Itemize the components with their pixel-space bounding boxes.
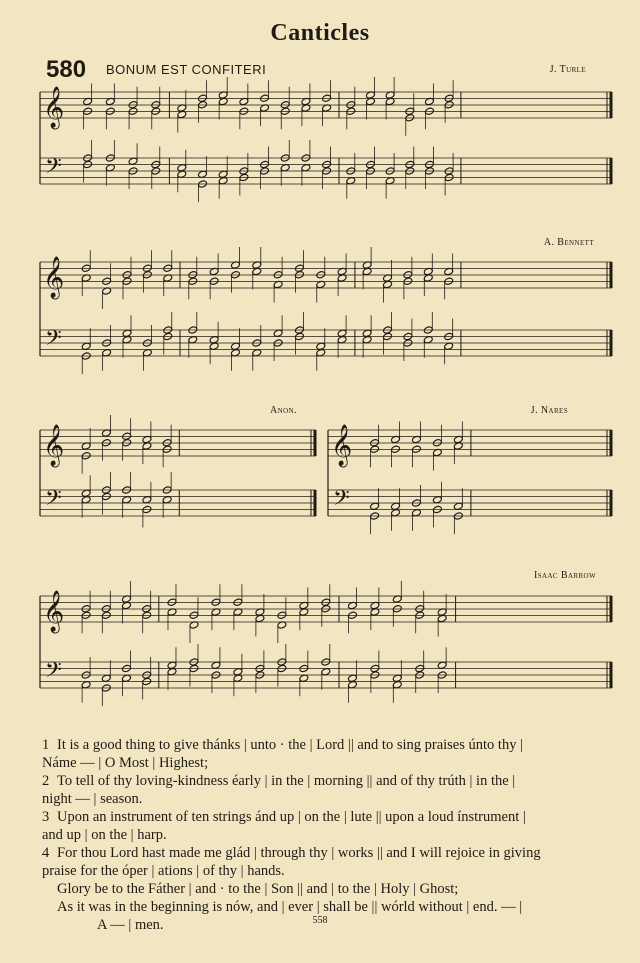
verse-3: [42, 808, 622, 826]
verse-1: [42, 736, 622, 754]
verse-line: It is a good thing to give thánks | unto · the | Lord || and to sing praises únto thy |: [57, 737, 523, 753]
verse-line: To tell of thy loving-kindness éarly | in the | morning || and of thy trúth | in the |: [57, 773, 516, 789]
verse-number: 1: [42, 737, 50, 753]
verse-line: and up | on the | harp.: [42, 827, 167, 843]
composer-credit-bennett: A. Bennett: [543, 237, 594, 248]
verse-4: [42, 844, 622, 862]
page-title: Canticles: [270, 20, 370, 46]
bass-clef-icon: 𝄢: [45, 326, 62, 356]
bass-clef-icon: 𝄢: [333, 486, 350, 516]
treble-clef-icon: 𝄞: [43, 425, 65, 466]
page-number: 558: [312, 915, 328, 926]
verse-number: 4: [42, 845, 50, 861]
bass-clef-icon: 𝄢: [45, 154, 62, 184]
hymn-number: 580: [46, 56, 87, 83]
verse-number: 3: [42, 809, 50, 825]
doxology-line: A — | men.: [97, 917, 164, 933]
composer-credit-nares: J. Nares: [530, 405, 568, 416]
verse-line: night — | season.: [42, 791, 143, 807]
bass-clef-icon: 𝄢: [45, 486, 62, 516]
composer-credit-turle: J. Turle: [549, 64, 586, 75]
treble-clef-icon: 𝄞: [43, 591, 65, 632]
composer-credit-barrow: Isaac Barrow: [533, 570, 596, 581]
verse-2: [42, 772, 622, 790]
treble-clef-icon: 𝄞: [43, 87, 65, 128]
treble-clef-icon: 𝄞: [43, 257, 65, 298]
verse-line: Upon an instrument of ten strings ánd up | on the | lute || upon a loud ínstrument |: [57, 809, 526, 825]
hymn-title: BONUM EST CONFITERI: [106, 62, 267, 77]
chant-text: [42, 736, 622, 934]
bass-clef-icon: 𝄢: [45, 658, 62, 688]
verse-line: For thou Lord hast made me glád | through thy | works || and I will rejoice in giving: [57, 845, 541, 861]
doxology-line: Glory be to the Fáther | and · to the | Son || and | to the | Holy | Ghost;: [57, 881, 459, 897]
treble-clef-icon: 𝄞: [331, 425, 353, 466]
composer-credit-anon: Anon.: [270, 405, 297, 416]
doxology-line: As it was in the beginning is nów, and | ever | shall be || wórld without | end. — |: [57, 899, 523, 915]
verse-number: 2: [42, 773, 50, 789]
verse-line: praise for the óper | ations | of thy | hands.: [42, 863, 285, 879]
verse-line: Náme — | O Most | Highest;: [42, 755, 209, 771]
